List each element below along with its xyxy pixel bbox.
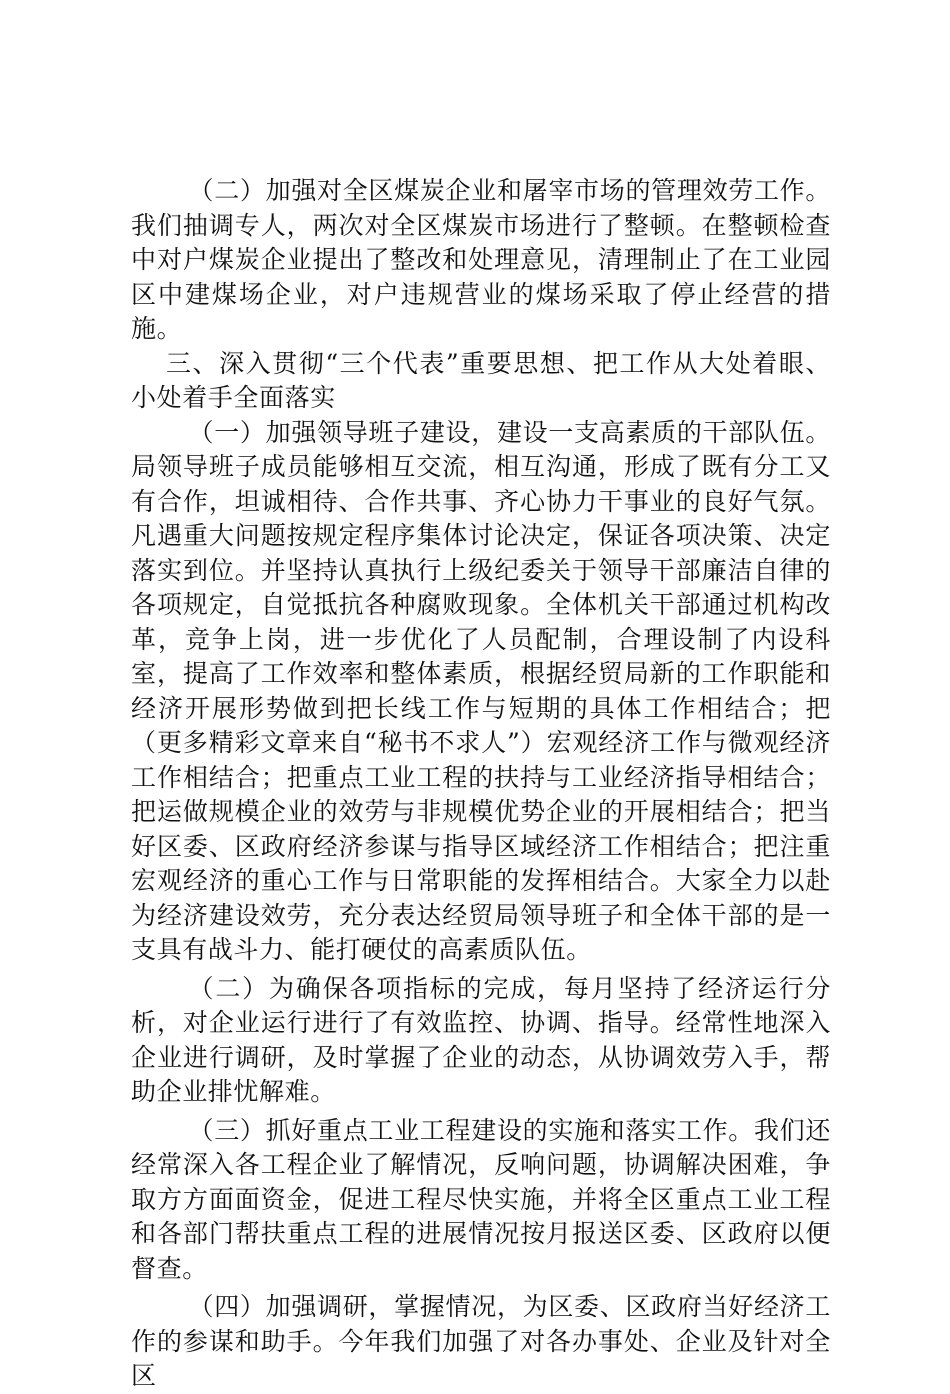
section-heading-three-represents: 三、深入贯彻“三个代表”重要思想、把工作从大处着眼、小处着手全面落实: [131, 348, 831, 412]
paragraph-key-projects: （三）抓好重点工业工程建设的实施和落实工作。我们还经常深入各工程企业了解情况，反响问题，协调解决困难，争取方方面面资金，促进工程尽快实施，并将全区重点工业工程和各部门帮扶重点工程的进展情况按月报送区委、区政府以便督查。: [131, 1115, 831, 1283]
document-body: [131, 174, 831, 1394]
paragraph-economic-analysis: （二）为确保各项指标的完成，每月坚持了经济运行分析，对企业运行进行了有效监控、协调、指导。经常性地深入企业进行调研，及时掌握了企业的动态，从协调效劳入手，帮助企业排忧解难。: [131, 973, 831, 1106]
paragraph-leadership: （一）加强领导班子建设，建设一支高素质的干部队伍。局领导班子成员能够相互交流，相互沟通，形成了既有分工又有合作，坦诚相待、合作共事、齐心协力干事业的良好气氛。凡遇重大问题按规定程序集体讨论决定，保证各项决策、决定落实到位。并坚持认真执行上级纪委关于领导干部廉洁自律的各项规定，自觉抵抗各种腐败现象。全体机关干部通过机构改革，竞争上岗，进一步优化了人员配制，合理设制了内设科室，提高了工作效率和整体素质，根据经贸局新的工作职能和经济开展形势做到把长线工作与短期的具体工作相结合；把（更多精彩文章来自“秘书不求人”）宏观经济工作与微观经济工作相结合；把重点工业工程的扶持与工业经济指导相结合；把运做规模企业的效劳与非规模优势企业的开展相结合；把当好区委、区政府经济参谋与指导区域经济工作相结合；把注重宏观经济的重心工作与日常职能的发挥相结合。大家全力以赴为经济建设效劳，充分表达经贸局领导班子和全体干部的是一支具有战斗力、能打硬仗的高素质队伍。: [131, 417, 831, 964]
paragraph-coal-market: （二）加强对全区煤炭企业和屠宰市场的管理效劳工作。我们抽调专人，两次对全区煤炭市场进行了整顿。在整顿检查中对户煤炭企业提出了整改和处理意见，清理制止了在工业园区中建煤场企业，对户违规营业的煤场采取了停止经营的措施。: [131, 176, 831, 343]
paragraph-research: （四）加强调研，掌握情况，为区委、区政府当好经济工作的参谋和助手。今年我们加强了对各办事处、企业及针对全区: [131, 1292, 831, 1390]
